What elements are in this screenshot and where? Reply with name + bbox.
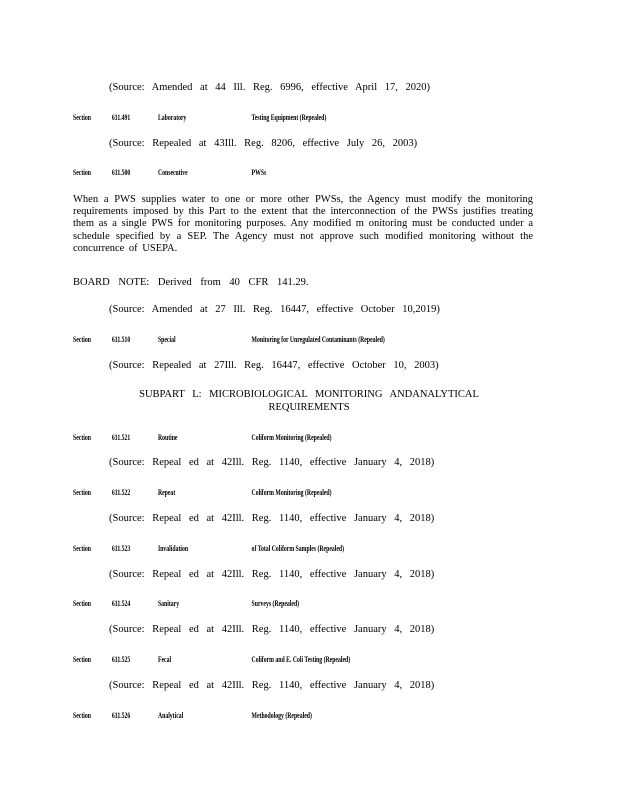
- section-label: Section: [73, 335, 91, 344]
- source-note: (Source: Repealed at 27Ill. Reg. 16447, effective October 10, 2003): [109, 360, 439, 371]
- section-body-paragraph: When a PWS supplies water to one or more other PWSs, the Agency must modify the monitoring requirements imposed by this Part to the extent that the interconnection of the PWSs justifies treating them as a single PWS for monitoring purposes. Any modified m onitoring must be conducted under a schedule specified by a SEP. The Agency must not approve such modified monitoring without the concurrence of USEPA.: [73, 194, 533, 254]
- section-number: 611.521: [111, 433, 131, 442]
- section-number: 611.523: [111, 544, 131, 553]
- section-heading-611-522: [73, 488, 332, 497]
- section-title-rest: Coliform and E. Coli Testing (Repealed): [251, 655, 351, 664]
- section-label: Section: [73, 655, 91, 664]
- source-note: (Source: Repeal ed at 42Ill. Reg. 1140, effective January 4, 2018): [109, 569, 435, 580]
- section-heading-611-500: [73, 168, 266, 177]
- source-note: (Source: Repeal ed at 42Ill. Reg. 1140, effective January 4, 2018): [109, 680, 435, 691]
- section-number: 611.510: [111, 335, 131, 344]
- section-title-first-word: Repeat: [157, 488, 176, 497]
- section-heading-611-525: [73, 655, 350, 664]
- section-title-rest: Methodology (Repealed): [251, 711, 312, 720]
- section-number: 611.525: [111, 655, 131, 664]
- section-label: Section: [73, 711, 91, 720]
- section-title-first-word: Special: [157, 335, 176, 344]
- section-heading-611-510: [73, 335, 385, 344]
- section-heading-611-524: [73, 599, 299, 608]
- section-title-rest: Testing Equipment (Repealed): [251, 113, 327, 122]
- section-label: Section: [73, 168, 91, 177]
- section-title-first-word: Routine: [157, 433, 178, 442]
- section-label: Section: [73, 113, 91, 122]
- section-title-first-word: Sanitary: [157, 599, 180, 608]
- source-note: (Source: Amended at 27 Ill. Reg. 16447, effective October 10,2019): [109, 304, 440, 315]
- section-title-first-word: Consecutive: [157, 168, 188, 177]
- source-note: (Source: Repeal ed at 42Ill. Reg. 1140, effective January 4, 2018): [109, 624, 435, 635]
- section-label: Section: [73, 488, 91, 497]
- section-heading-611-523: [73, 544, 344, 553]
- section-number: 611.524: [111, 599, 131, 608]
- section-title-first-word: Invalidation: [157, 544, 189, 553]
- section-title-first-word: Laboratory: [157, 113, 187, 122]
- section-title-rest: Coliform Monitoring (Repealed): [251, 488, 332, 497]
- board-note: BOARD NOTE: Derived from 40 CFR 141.29.: [73, 277, 309, 288]
- section-number: 611.522: [111, 488, 131, 497]
- section-heading-611-491: [73, 113, 326, 122]
- section-title-rest: of Total Coliform Samples (Repealed): [251, 544, 345, 553]
- section-title-rest: PWSs: [251, 168, 267, 177]
- source-note: (Source: Repealed at 43Ill. Reg. 8206, effective July 26, 2003): [109, 138, 418, 149]
- section-label: Section: [73, 599, 91, 608]
- section-label: Section: [73, 544, 91, 553]
- section-heading-611-521: [73, 433, 332, 442]
- source-note: (Source: Repeal ed at 42Ill. Reg. 1140, effective January 4, 2018): [109, 513, 435, 524]
- section-title-first-word: Analytical: [157, 711, 184, 720]
- source-note: (Source: Repeal ed at 42Ill. Reg. 1140, effective January 4, 2018): [109, 457, 435, 468]
- section-number: 611.526: [111, 711, 131, 720]
- section-heading-611-526: [73, 711, 312, 720]
- section-title-first-word: Fecal: [157, 655, 172, 664]
- section-label: Section: [73, 433, 91, 442]
- section-number: 611.491: [111, 113, 131, 122]
- subpart-heading-line-2: REQUIREMENTS: [268, 402, 350, 413]
- subpart-heading: [73, 388, 545, 414]
- source-note: (Source: Amended at 44 Ill. Reg. 6996, effective April 17, 2020): [109, 82, 430, 93]
- section-title-rest: Surveys (Repealed): [251, 599, 300, 608]
- section-number: 611.500: [111, 168, 131, 177]
- section-title-rest: Coliform Monitoring (Repealed): [251, 433, 332, 442]
- subpart-heading-line-1: SUBPART L: MICROBIOLOGICAL MONITORING ANDANALYTICAL: [139, 389, 479, 400]
- section-title-rest: Monitoring for Unregulated Contaminants (Repealed): [251, 335, 385, 344]
